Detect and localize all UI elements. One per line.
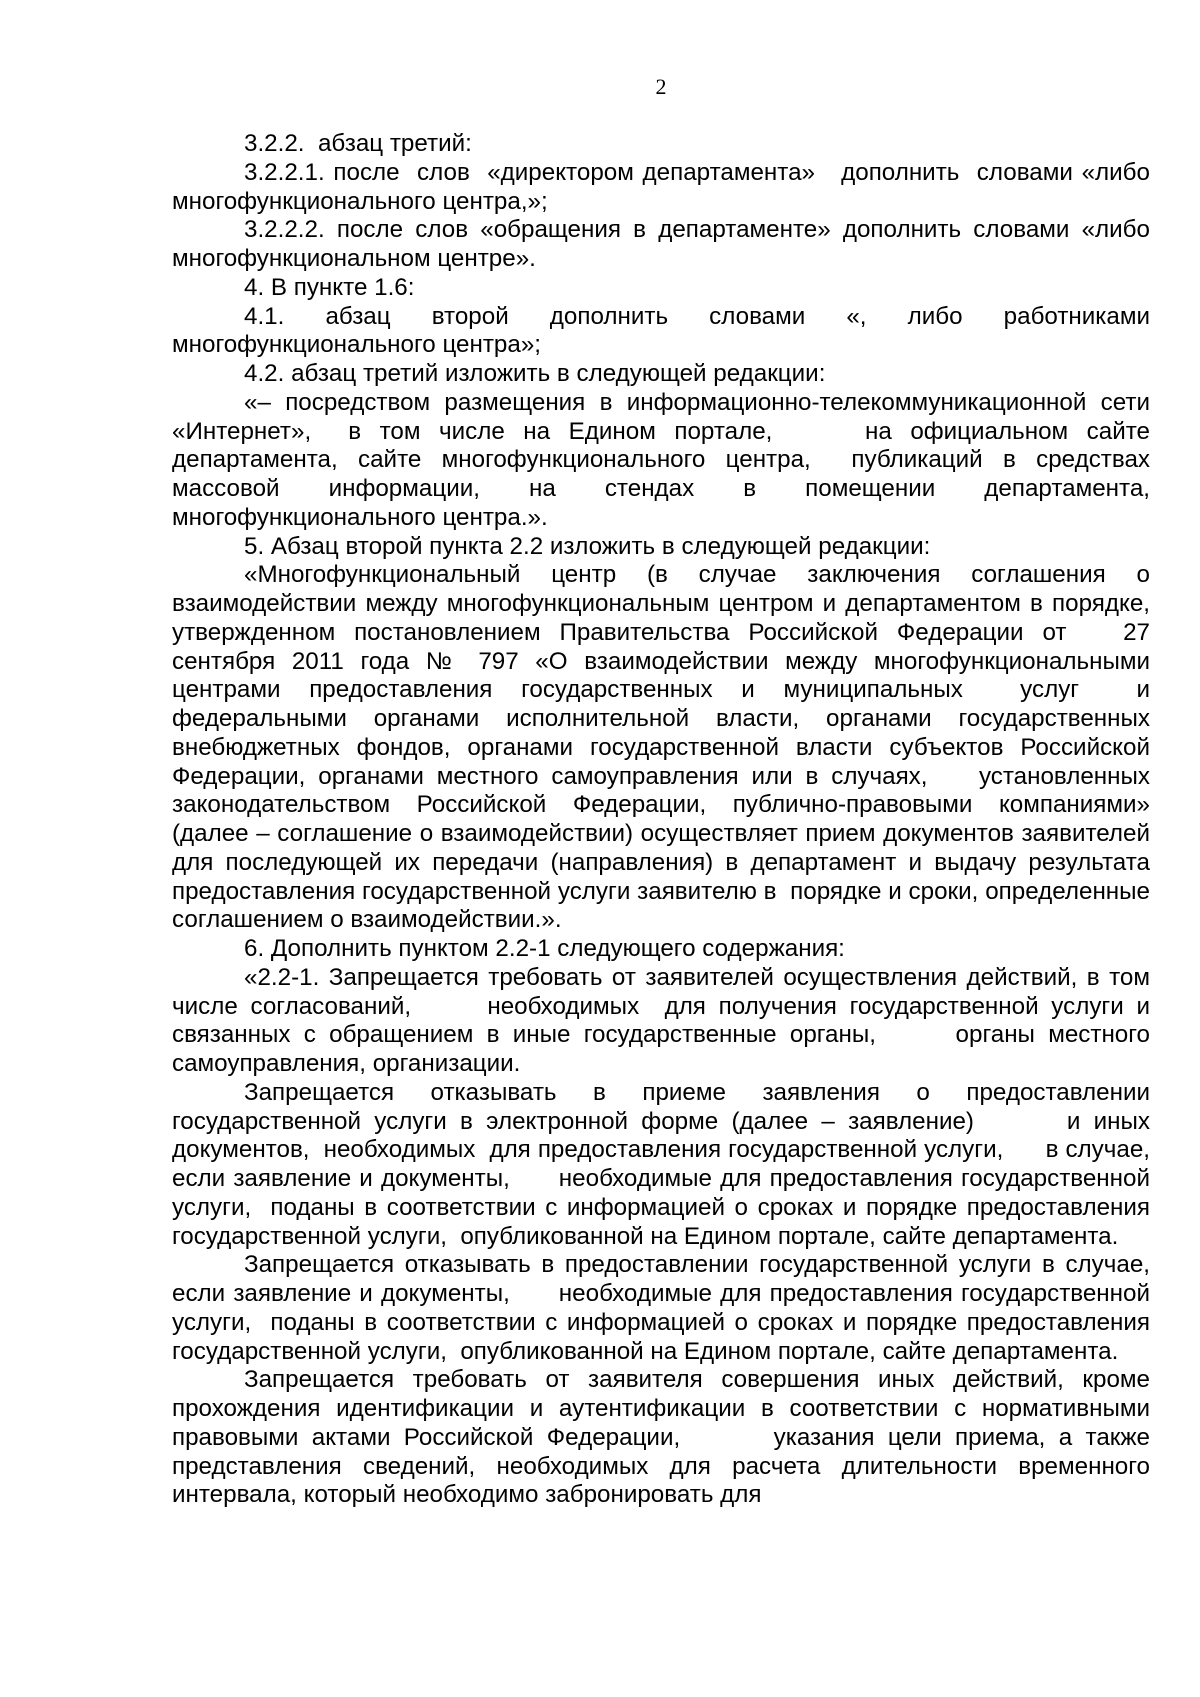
paragraph: Запрещается требовать от заявителя совершения иных действий, кроме прохождения идентификации и аутентификации в соответствии с нормативными правовыми актами Российской Федерации, указания цели приема, а также представления сведений, необходимых для расчета длительности временного интервала, который необходимо забронировать для: [172, 1366, 1157, 1509]
paragraph: «Многофункциональный центр (в случае заключения соглашения о взаимодействии между многофункциональным центром и департаментом в порядке, утвержденном постановлением Правительства Российской Федерации от 27 сентября 2011 года № 797 «О взаимодействии между многофункциональными центрами предоставления государственных и муниципальных услуг и федеральными органами исполнительной власти, органами государственных внебюджетных фондов, органами государственной власти субъектов Российской Федерации, органами местного самоуправления или в случаях, установленных законодательством Российской Федерации, публично-правовыми компаниями» (далее – соглашение о взаимодействии) осуществляет прием документов заявителей для последующей их передачи (направления) в департамент и выдачу результата предоставления государственной услуги заявителю в порядке и сроки, определенные соглашением о взаимодействии.».: [172, 561, 1157, 934]
paragraph: 5. Абзац второй пункта 2.2 изложить в следующей редакции:: [244, 532, 931, 560]
paragraph: «2.2-1. Запрещается требовать от заявителей осуществления действий, в том числе согласований, необходимых для получения государственной услуги и связанных с обращением в иные государственные органы, органы местного самоуправления, организации.: [172, 963, 1157, 1077]
page-number: 2: [655, 74, 667, 99]
paragraph: 3.2.2. абзац третий:: [244, 130, 472, 157]
paragraph: 4. В пункте 1.6:: [244, 273, 415, 301]
paragraph: 3.2.2.2. после слов «обращения в департаменте» дополнить словами «либо многофункциональном центре».: [172, 216, 1157, 272]
paragraph: «– посредством размещения в информационно-телекоммуникационной сети «Интернет», в том числе на Едином портале, на официальном сайте департамента, сайте многофункционального центра, публикаций в средствах массовой информации, на стендах в помещении департамента, многофункционального центра.».: [172, 388, 1157, 531]
paragraph: 4.2. абзац третий изложить в следующей редакции:: [244, 360, 826, 387]
paragraph: 3.2.2.1. после слов «директором департамента» дополнить словами «либо многофункционального центра,»;: [172, 158, 1157, 215]
paragraph: 4.1. абзац второй дополнить словами «, либо работниками многофункционального центра»;: [172, 302, 1157, 359]
paragraph: 6. Дополнить пунктом 2.2-1 следующего содержания:: [244, 935, 845, 962]
paragraph: Запрещается отказывать в предоставлении государственной услуги в случае, если заявление и документы, необходимые для предоставления государственной услуги, поданы в соответствии с информацией о сроках и порядке предоставления государственной услуги, опубликованной на Едином портале, сайте департамента.: [172, 1251, 1164, 1365]
paragraph: Запрещается отказывать в приеме заявления о предоставлении государственной услуги в электронной форме (далее – заявление) и иных документов, необходимых для предоставления государственной услуги, в случае, если заявление и документы, необходимые для предоставления государственной услуги, поданы в соответствии с информацией о сроках и порядке предоставления государственной услуги, опубликованной на Едином портале, сайте департамента.: [172, 1078, 1164, 1250]
document-body: [172, 130, 1164, 1510]
